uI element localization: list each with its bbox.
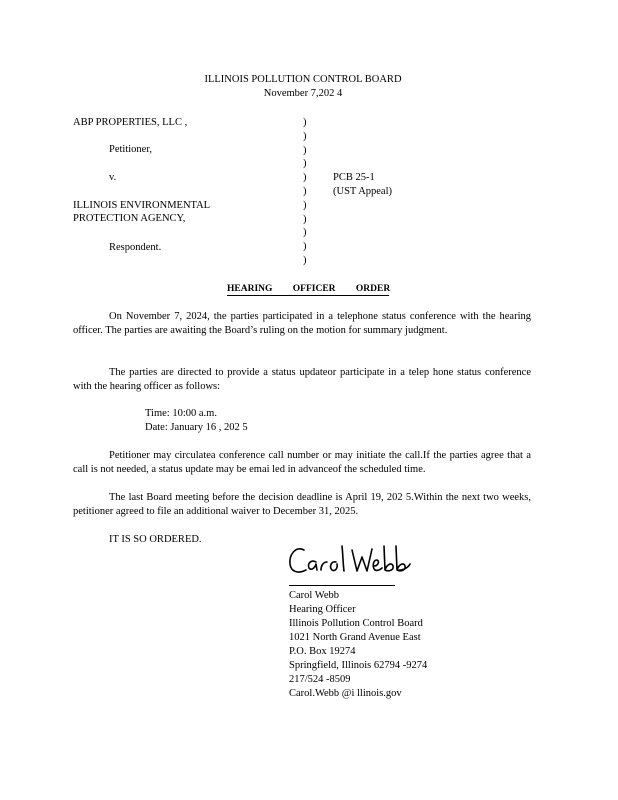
caption-paren: ) [303,185,307,197]
caption-paren: ) [303,241,307,253]
paragraph-directive-text: The parties are directed to provide a status updateor participate in a telep hone status conference with the hearing officer as follows: [73,367,531,392]
respondent-name-line1: ILLINOIS ENVIRONMENTAL [73,200,211,211]
caption-paren: ) [303,227,307,239]
case-type: (UST Appeal) [333,186,393,197]
signature-block [289,589,427,701]
caption-paren: ) [303,158,307,170]
signer-address-city: Springfield, Illinois 62794 -9274 [289,660,428,671]
document-date: November 7,202 4 [263,88,343,99]
paragraph-deadline-text: The last Board meeting before the decision deadline is April 19, 202 5.Within the next two weeks, petitioner agreed to file an additional waiver to December 31, 2025. [73,492,531,517]
caption-paren: ) [303,130,307,142]
signer-email[interactable]: Carol.Webb @i llinois.gov [289,688,402,699]
signer-title: Hearing Officer [289,604,356,615]
signer-address-po-box: P.O. Box 19274 [289,646,356,657]
case-number: PCB 25-1 [333,172,375,183]
paragraph-conference-text: On November 7, 2024, the parties participated in a telephone status conference with the hearing officer. The parties are awaiting the Board’s ruling on the motion for summary judgment. [73,311,531,336]
respondent-role: Respondent. [109,242,162,253]
signer-name: Carol Webb [289,590,339,601]
conference-time: Time: 10:00 a.m. [145,408,217,419]
versus-label: v. [109,172,117,183]
paragraph-call-instructions-text: Petitioner may circulatea conference call number or may initiate the call.If the parties agree that a call is not needed, a status update may be emai led in advanceof the scheduled time. [73,450,531,475]
signature-line [289,585,395,586]
board-name: ILLINOIS POLLUTION CONTROL BOARD [204,74,402,85]
caption-paren: ) [303,144,307,156]
order-title: HEARING OFFICER ORDER [227,284,391,294]
signer-phone: 217/524 -8509 [289,674,351,685]
caption-paren: ) [303,213,307,225]
closing-line: IT IS SO ORDERED. [109,534,202,545]
caption-paren: ) [303,254,307,266]
handwritten-signature [286,540,416,584]
signature-script-text: Carol Webb [286,540,291,541]
paragraph-directive [73,366,531,394]
caption-paren: ) [303,117,307,128]
paragraph-call-instructions [73,449,531,477]
signer-organization: Illinois Pollution Control Board [289,618,423,629]
petitioner-name: ABP PROPERTIES, LLC , [73,117,188,128]
caption-paren: ) [303,199,307,211]
signer-address-street: 1021 North Grand Avenue East [289,632,421,643]
conference-date: Date: January 16 , 202 5 [145,422,248,433]
respondent-name-line2: PROTECTION AGENCY, [73,213,186,224]
caption-paren: ) [303,172,307,184]
petitioner-role: Petitioner, [109,144,153,155]
paragraph-deadline [73,491,531,519]
paragraph-conference [73,310,531,338]
caption-divider [303,116,313,268]
